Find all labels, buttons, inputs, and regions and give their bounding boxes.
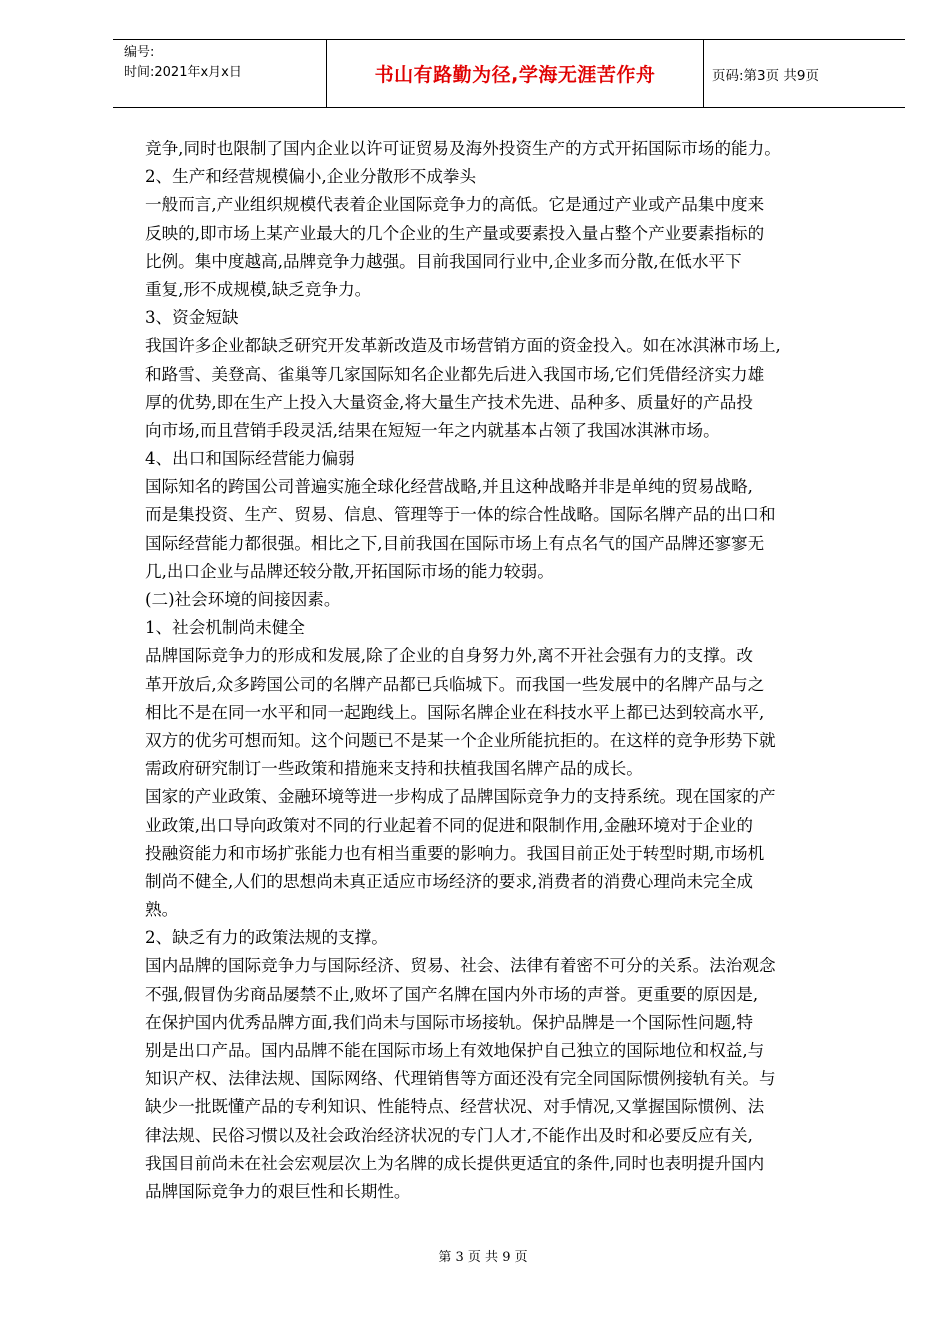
text-line: 品牌国际竞争力的形成和发展,除了企业的自身努力外,离不开社会强有力的支撑。改 bbox=[145, 646, 753, 666]
text-line: 向市场,而且营销手段灵活,结果在短短一年之内就基本占领了我国冰淇淋市场。 bbox=[145, 420, 720, 440]
text-line: 重复,形不成规模,缺乏竞争力。 bbox=[145, 279, 372, 299]
text-line: 革开放后,众多跨国公司的名牌产品都已兵临城下。而我国一些发展中的名牌产品与之 bbox=[145, 674, 765, 694]
text-line: 品牌国际竞争力的艰巨性和长期性。 bbox=[145, 1181, 411, 1201]
text-line: 国际知名的跨国公司普遍实施全球化经营战略,并且这种战略并非是单纯的贸易战略, bbox=[145, 477, 753, 497]
text-line: 缺少一批既懂产品的专利知识、性能特点、经营状况、对手情况,又掌握国际惯例、法 bbox=[145, 1097, 765, 1117]
header-table bbox=[113, 39, 905, 108]
text-line: 知识产权、法律法规、国际网络、代理销售等方面还没有完全同国际惯例接轨有关。与 bbox=[145, 1069, 776, 1089]
text-line: 制尚不健全,人们的思想尚未真正适应市场经济的要求,消费者的消费心理尚未完全成 bbox=[145, 871, 753, 891]
text-line: 相比不是在同一水平和同一起跑线上。国际名牌企业在科技水平上都已达到较高水平, bbox=[145, 702, 765, 722]
header-motto: 书山有路勤为径,学海无涯苦作舟 bbox=[327, 40, 704, 108]
text-line: 需政府研究制订一些政策和措施来支持和扶植我国名牌产品的成长。 bbox=[145, 759, 643, 779]
section-heading: 2、缺乏有力的政策法规的支撑。 bbox=[145, 928, 388, 948]
document-body bbox=[145, 135, 890, 1206]
page-footer: 第 3 页 共 9 页 bbox=[438, 1250, 528, 1265]
section-heading: (二)社会环境的间接因素。 bbox=[145, 590, 341, 609]
text-line: 别是出口产品。国内品牌不能在国际市场上有效地保护自己独立的国际地位和权益,与 bbox=[145, 1041, 765, 1060]
header-meta-cell bbox=[113, 40, 327, 108]
text-line: 我国许多企业都缺乏研究开发革新改造及市场营销方面的资金投入。如在冰淇淋市场上, bbox=[145, 336, 781, 356]
text-line: 在保护国内优秀品牌方面,我们尚未与国际市场接轨。保护品牌是一个国际性问题,特 bbox=[145, 1012, 753, 1032]
section-heading: 4、出口和国际经营能力偏弱 bbox=[145, 449, 355, 469]
text-line: 国家的产业政策、金融环境等进一步构成了品牌国际竞争力的支持系统。现在国家的产 bbox=[145, 787, 776, 807]
text-line: 律法规、民俗习惯以及社会政治经济状况的专门人才,不能作出及时和必要反应有关, bbox=[145, 1125, 753, 1145]
text-line: 双方的优劣可想而知。这个问题已不是某一个企业所能抗拒的。在这样的竞争形势下就 bbox=[145, 730, 776, 750]
text-line: 比例。集中度越高,品牌竞争力越强。目前我国同行业中,企业多而分散,在低水平下 bbox=[145, 251, 742, 271]
header-number-label: 编号: bbox=[124, 45, 155, 60]
header-page-info: 页码:第3页 共9页 bbox=[704, 40, 906, 108]
header-time-label: 时间:2021年x月x日 bbox=[124, 65, 242, 80]
text-line: 而是集投资、生产、贸易、信息、管理等于一体的综合性战略。国际名牌产品的出口和 bbox=[145, 505, 776, 525]
text-line: 厚的优势,即在生产上投入大量资金,将大量生产技术先进、品种多、质量好的产品投 bbox=[145, 392, 753, 412]
text-line: 投融资能力和市场扩张能力也有相当重要的影响力。我国目前正处于转型时期,市场机 bbox=[145, 843, 765, 863]
section-heading: 2、生产和经营规模偏小,企业分散形不成拳头 bbox=[145, 167, 477, 187]
text-line: 竞争,同时也限制了国内企业以许可证贸易及海外投资生产的方式开拓国际市场的能力。 bbox=[145, 139, 781, 158]
text-line: 国际经营能力都很强。相比之下,目前我国在国际市场上有点名气的国产品牌还寥寥无 bbox=[145, 533, 765, 553]
text-line: 我国目前尚未在社会宏观层次上为名牌的成长提供更适宜的条件,同时也表明提升国内 bbox=[145, 1153, 765, 1173]
text-line: 几,出口企业与品牌还较分散,开拓国际市场的能力较弱。 bbox=[145, 561, 554, 581]
text-line: 熟。 bbox=[145, 900, 179, 920]
text-line: 一般而言,产业组织规模代表着企业国际竞争力的高低。它是通过产业或产品集中度来 bbox=[145, 195, 765, 215]
text-line: 反映的,即市场上某产业最大的几个企业的生产量或要素投入量占整个产业要素指标的 bbox=[145, 223, 765, 243]
text-line: 业政策,出口导向政策对不同的行业起着不同的促进和限制作用,金融环境对于企业的 bbox=[145, 815, 753, 835]
text-line: 国内品牌的国际竞争力与国际经济、贸易、社会、法律有着密不可分的关系。法治观念 bbox=[145, 956, 776, 976]
text-line: 和路雪、美登高、雀巢等几家国际知名企业都先后进入我国市场,它们凭借经济实力雄 bbox=[145, 364, 765, 384]
section-heading: 1、社会机制尚未健全 bbox=[145, 618, 305, 638]
section-heading: 3、资金短缺 bbox=[145, 308, 239, 328]
text-line: 不强,假冒伪劣商品屡禁不止,败坏了国产名牌在国内外市场的声誉。更重要的原因是, bbox=[145, 984, 759, 1004]
